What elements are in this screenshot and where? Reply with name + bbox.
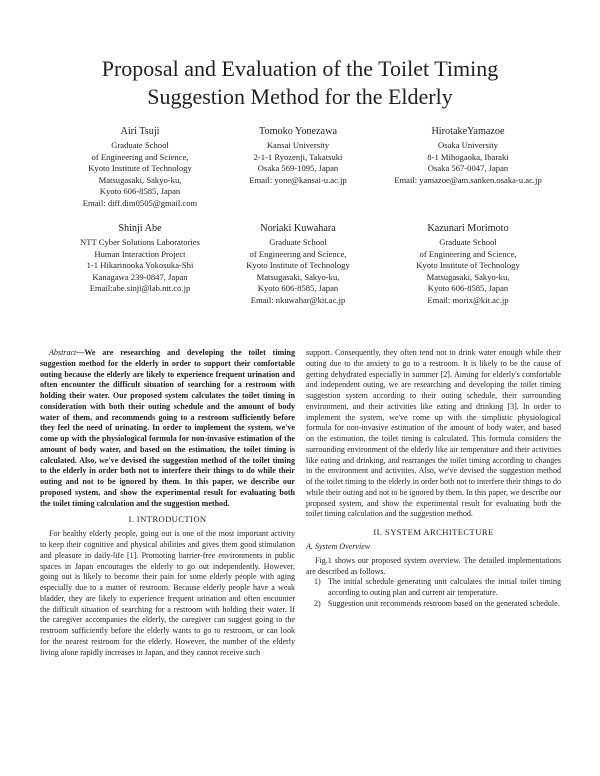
list-item-number: 1) <box>314 577 321 587</box>
author-affiliation-line: Matsugasaki, Sakyo-ku, <box>426 271 510 282</box>
author-email: Email: morix@kit.ac.jp <box>427 294 509 305</box>
author-affiliation-line: Kanagawa 239-0847, Japan <box>92 271 188 282</box>
section-heading-system-architecture: II. SYSTEM ARCHITECTURE <box>373 527 494 537</box>
abstract-text: —We are researching and developing the toilet timing suggestion method for the elderly in order to support their comfortable outing because the elderly are likely to experience frequent urination and often encounter the difficult situation of searching for a restroom with holding their water. Our proposed system calculates the toilet timing in consideration with both their outing schedule and the amount of body water of them, and recommends going to a restroom sufficiently before they feel the need of urinating. In order to implement the system, we've come up with the physiological formula for non-invasive estimation of the amount of body water, and based on the estimation, the toilet timing is calculated. Also, we've devised the suggestion method of the toilet timing to the elderly in order both not to interfere their things to do while their outing and not to be ignored by them. In this paper, we describe our proposed system, and show the experimental result for evaluating both the toilet timing calculation and the suggestion method. <box>40 348 295 508</box>
intro-paragraph: For healthy elderly people, going out is one of the most important activity to keep their cognitive and physical abilities and gives them good stimulation and pleasure in daily-life [1]. Promoting barrier-free environments in public spaces in Japan encourages the elderly to go out independently. However, going out is likely to become their pain for some elderly people with aging especially due to a matter of restroom. Because elderly people have a weak bladder, they are likely to experience frequent urination and often encounter the difficult situation of searching for a restroom with holding their water. If the caregiver accompanies the elderly, the caregiver can suggest going to the restroom sufficiently before the elderly wants to go to restroom, or can look for the nearest restroom for the elderly. However, the number of the elderly living alone rapidly increases in Japan, and they cannot receive such <box>40 529 295 657</box>
implementation-list <box>306 577 561 609</box>
author-affiliation-line: Matsugasaki, Sakyo-ku, <box>256 271 340 282</box>
author-affiliation-line: Human Interaction Project <box>94 248 186 259</box>
author-affiliation-line: of Engineering and Science, <box>419 248 517 259</box>
abstract <box>40 348 295 509</box>
author-affiliation-line: 1-1 Hikarinooka Yokosuka-Shi <box>86 260 194 271</box>
list-item-number: 2) <box>314 598 321 608</box>
author-affiliation-line: Osaka 567-0047, Japan <box>427 163 509 174</box>
paper-title <box>40 55 560 111</box>
list-item-text: Suggestion unit recommends restroom based on the generated schedule. <box>328 598 560 608</box>
author-email: Email: yamazoe@am.sanken.osaka-u.ac.jp <box>394 174 542 185</box>
author-affiliation-line: Graduate School <box>269 237 327 247</box>
author-affiliation-line: Graduate School <box>111 140 169 150</box>
author-affiliation-line: Kyoto 606-8585, Japan <box>427 283 509 294</box>
author-affiliation-line: NTT Cyber Solutions Laboratories <box>80 237 200 247</box>
author-affiliation-line: Kyoto Institute of Technology <box>416 260 520 271</box>
author-name: Airi Tsuji <box>120 126 160 137</box>
author-affiliation-line: Kyoto 606-8585, Japan <box>257 283 339 294</box>
title-line-2: Suggestion Method for the Elderly <box>147 84 453 109</box>
author-affiliation-line: Kansai University <box>266 140 330 150</box>
author-name: Tomoko Yonezawa <box>259 126 337 137</box>
abstract-label: Abstract <box>49 348 77 357</box>
list-item <box>306 599 561 610</box>
intro-paragraph-continued: support. Consequently, they often tend not to drink water enough while their outing due to the anxiety to go to a restroom. It is likely to be the cause of getting dehydrated especially in summer [2]. Aiming for elderly's comfortable and independent outing, we are researching and developing the toilet timing suggestion system according to their outing schedule, their surrounding environment, and their activities like eating and drinking [3]. In order to implement the system, we've come up with the simplistic physiological formula for non-invasive estimation of the amount of body water, and based on the estimation, the toilet timing is calculated. This formula considers the surrounding environment of the elderly like air temperature and their activities like eating and drinking, and rearranges the toilet timing according to changes in the environment and activities. Also, we've devised the suggestion method of the toilet timing to the elderly in order both not to interfere their things to do while their outing and not to be ignored by them. In this paper, we describe our proposed system, and show the experimental result for evaluating both the toilet timing calculation and the suggestion method. <box>306 348 561 519</box>
left-column <box>40 348 295 658</box>
section-heading-introduction: I. INTRODUCTION <box>128 514 207 525</box>
system-overview-paragraph: Fig.1 shows our proposed system overview. The detailed implementations are described as follows. <box>306 555 561 576</box>
subsection-heading-system-overview: A. System Overview <box>306 542 371 551</box>
author-affiliation-line: Graduate School <box>439 237 497 247</box>
author-affiliation-line: Osaka University <box>438 140 498 150</box>
author-affiliation-line: of Engineering and Science, <box>249 248 347 259</box>
author-email: Email: yone@kansai-u.ac.jp <box>249 174 347 185</box>
author-affiliation-line: 8-1 Mihogaoka, Ibaraki <box>427 151 509 162</box>
right-column <box>306 348 561 610</box>
author-name: Noriaki Kuwahara <box>260 223 336 234</box>
title-line-1: Proposal and Evaluation of the Toilet Timing <box>101 56 499 81</box>
author-affiliation-line: Kyoto Institute of Technology <box>88 163 192 174</box>
author-affiliation-line: Matsugasaki, Sakyo-ku, <box>98 174 182 185</box>
author-name: Kazunari Morimoto <box>427 223 509 234</box>
author-block <box>368 125 568 186</box>
author-affiliation-line: Kyoto 606-8585, Japan <box>99 186 181 197</box>
author-affiliation-line: Osaka 569-1095, Japan <box>257 163 339 174</box>
author-affiliation-line: 2-1-1 Ryozenji, Takatsuki <box>253 151 343 162</box>
author-email: Email:abe.sinji@lab.ntt.co.jp <box>89 283 191 294</box>
author-affiliation-line: of Engineering and Science, <box>91 151 189 162</box>
author-affiliation-line: Kyoto Institute of Technology <box>246 260 350 271</box>
author-email: Email: nkuwahar@kit.ac.jp <box>250 294 346 305</box>
author-name: HirotakeYamazoe <box>431 126 505 137</box>
author-name: Shinji Abe <box>118 223 162 234</box>
author-email: Email: diff.dim0505@gmail.com <box>82 197 198 208</box>
list-item-text: The initial schedule generating unit calculates the initial toilet timing according to outing plan and current air temperature. <box>328 577 561 597</box>
author-block <box>368 222 568 307</box>
list-item <box>306 577 561 599</box>
